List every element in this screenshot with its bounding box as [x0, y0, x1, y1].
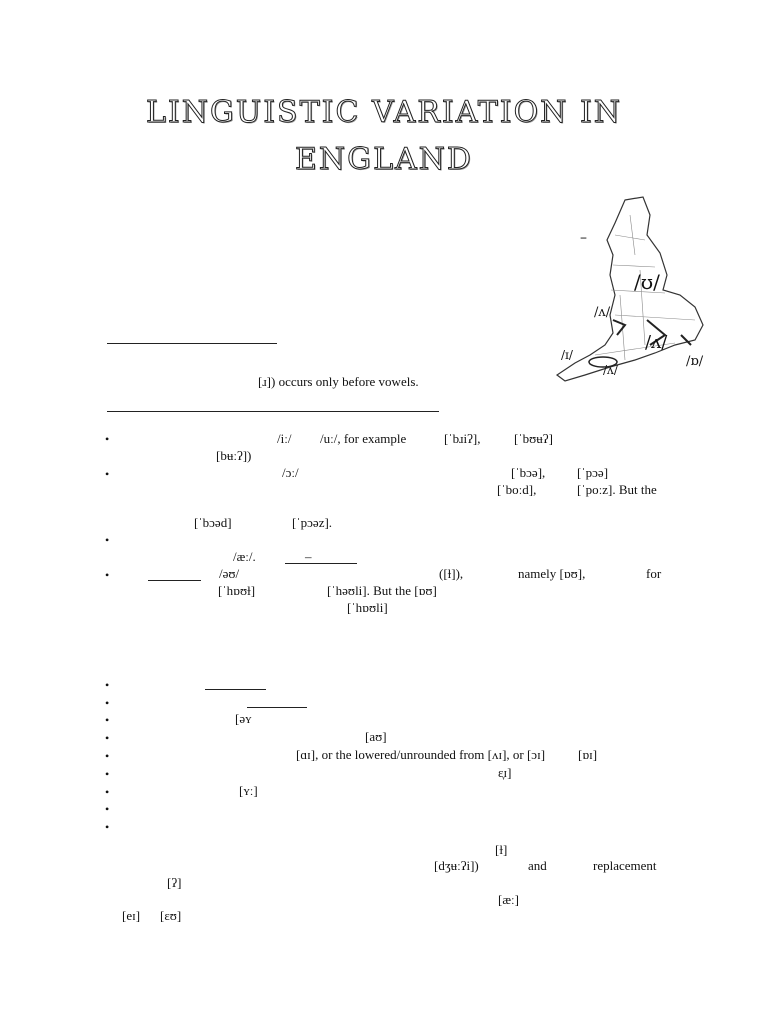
text: for — [646, 566, 662, 581]
text: [eɪ] — [122, 908, 141, 923]
map-label-south: /ʌ/ — [603, 363, 618, 377]
text: [ɫ] — [495, 842, 508, 857]
section-rule-2 — [107, 411, 439, 412]
bullet-a1: • — [105, 432, 110, 446]
text: [dʒʉːʔi]) — [434, 858, 479, 873]
text: [ˈbɔə], — [511, 465, 546, 480]
section-rule-1 — [107, 343, 277, 344]
text: [ɒɪ] — [578, 747, 598, 762]
bullet-a3: • — [105, 533, 110, 547]
text: /əʊ/ — [219, 566, 240, 581]
text: /æː/. — [233, 549, 256, 564]
rule-a3 — [285, 563, 357, 564]
text: /uː/, for example — [320, 431, 407, 446]
text: namely [ɒʊ], — [518, 566, 586, 581]
rule-a4 — [148, 580, 201, 581]
bullet-b2: • — [105, 696, 110, 710]
text: [ˈbʊʉʔ] — [514, 431, 553, 446]
text: [ʔ] — [167, 875, 182, 890]
rhotic-note: [ɹ]) occurs only before vowels. — [258, 374, 419, 389]
text: and — [528, 858, 547, 873]
map-dash: – — [580, 230, 587, 246]
bullet-a2: • — [105, 467, 110, 481]
text: [ˈpoːz]. But the — [577, 482, 657, 497]
text: [ˈhɒʊɫ] — [218, 583, 256, 598]
page-title-line2: ENGLAND — [294, 142, 473, 177]
rule-b2 — [247, 707, 307, 708]
bullet-b9: • — [105, 820, 110, 834]
text: [aʊ] — [365, 729, 387, 744]
bullet-b5: • — [105, 749, 110, 763]
england-outline — [557, 197, 703, 381]
rule-b1 — [205, 689, 266, 690]
text: [ʏː] — [239, 783, 258, 798]
text: [ˈpɔə] — [577, 465, 609, 480]
text: ɛ̞ɪ] — [498, 765, 512, 780]
text: [ˈhɒʊli] — [347, 600, 388, 615]
map-label-west: /ʌ/ — [594, 305, 611, 320]
text: [bʉːʔ]) — [216, 448, 252, 463]
text: [ˈbɹiʔ], — [444, 431, 481, 446]
bullet-a4: • — [105, 568, 110, 582]
map-label-southeast: /ʌ/ — [645, 332, 668, 353]
text: [ˈbɔəd] — [194, 515, 232, 530]
bullet-b6: • — [105, 767, 110, 781]
bullet-b8: • — [105, 802, 110, 816]
text: ([ɫ]), — [439, 566, 464, 581]
text: replacement — [593, 858, 657, 873]
text: /iː/ — [277, 431, 292, 446]
text: – — [305, 549, 312, 564]
map-label-southwest: /ɪ/ — [561, 348, 573, 362]
text: [æː] — [498, 892, 519, 907]
bullet-b3: • — [105, 713, 110, 727]
bullet-b1: • — [105, 678, 110, 692]
text: /ɔː/ — [282, 465, 299, 480]
bullet-b4: • — [105, 731, 110, 745]
text: [əʏ — [235, 711, 252, 726]
text: [ˈpɔəz]. — [292, 515, 333, 530]
map-label-north: /ʊ/ — [634, 270, 660, 294]
text: [ɛʊ] — [160, 908, 182, 923]
bullet-b7: • — [105, 785, 110, 799]
text: [ˈhəʊli]. But the [ɒʊ] — [327, 583, 437, 598]
map-label-east: /ɒ/ — [686, 354, 704, 369]
page-title-line1: LINGUISTIC VARIATION IN — [145, 95, 623, 130]
text: [ˈboːd], — [497, 482, 537, 497]
text: [ɑɪ], or the lowered/unrounded from [ʌɪ], or [ɔɪ] — [296, 747, 546, 762]
